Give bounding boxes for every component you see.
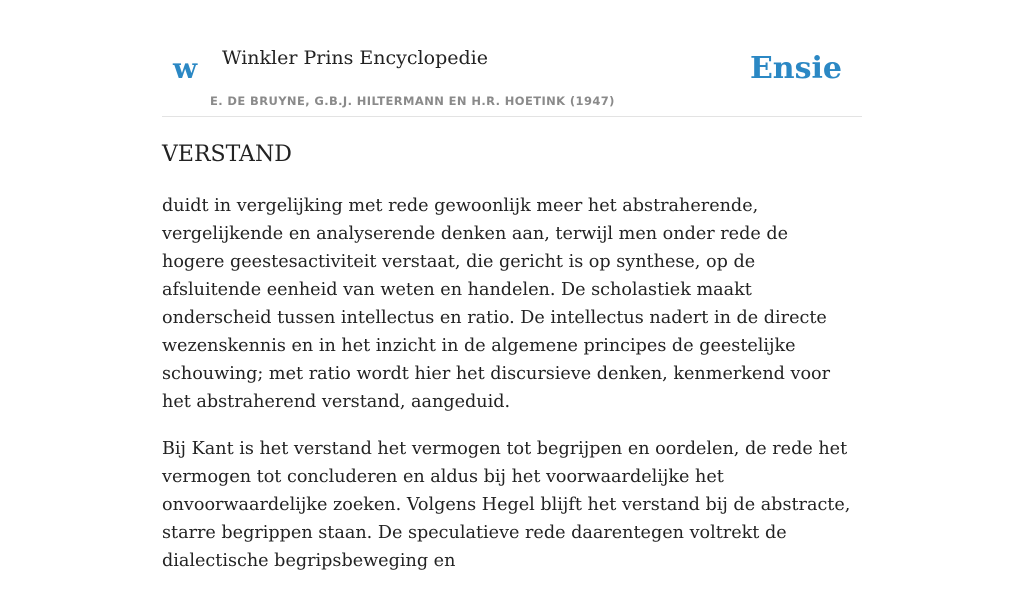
entry-body [162, 192, 854, 594]
ensie-logo[interactable]: Ensie [749, 51, 842, 86]
source-title[interactable]: Winkler Prins Encyclopedie [222, 47, 488, 69]
entry-paragraph: Bij Kant is het verstand het vermogen tot begrijpen en oordelen, de rede het vermogen tot concluderen en aldus bij het voorwaardelijke het onvoorwaardelijke zoeken. Volgens Hegel blijft het verstand bij de abstracte, starre begrippen staan. De speculatieve rede daarentegen voltrekt de dialectische begripsbeweging en [162, 439, 851, 571]
entry-paragraph: duidt in vergelijking met rede gewoonlijk meer het abstraherende, vergelijkende en analyserende denken aan, terwijl men onder rede de hogere geestesactiviteit verstaat, die gericht is op synthese, op de afsluitende eenheid van weten en handelen. De scholastiek maakt onderscheid tussen intellectus en ratio. De intellectus nadert in de directe wezenskennis en in het inzicht in de algemene principes de geestelijke schouwing; met ratio wordt hier het discursieve denken, kenmerkend voor het abstraherend verstand, aangeduid. [162, 196, 831, 412]
source-authors: E. DE BRUYNE, G.B.J. HILTERMANN EN H.R. HOETINK (1947) [210, 94, 615, 108]
entry-title: VERSTAND [162, 142, 292, 167]
source-header [162, 0, 862, 117]
winkler-prins-logo[interactable]: w [173, 52, 198, 85]
